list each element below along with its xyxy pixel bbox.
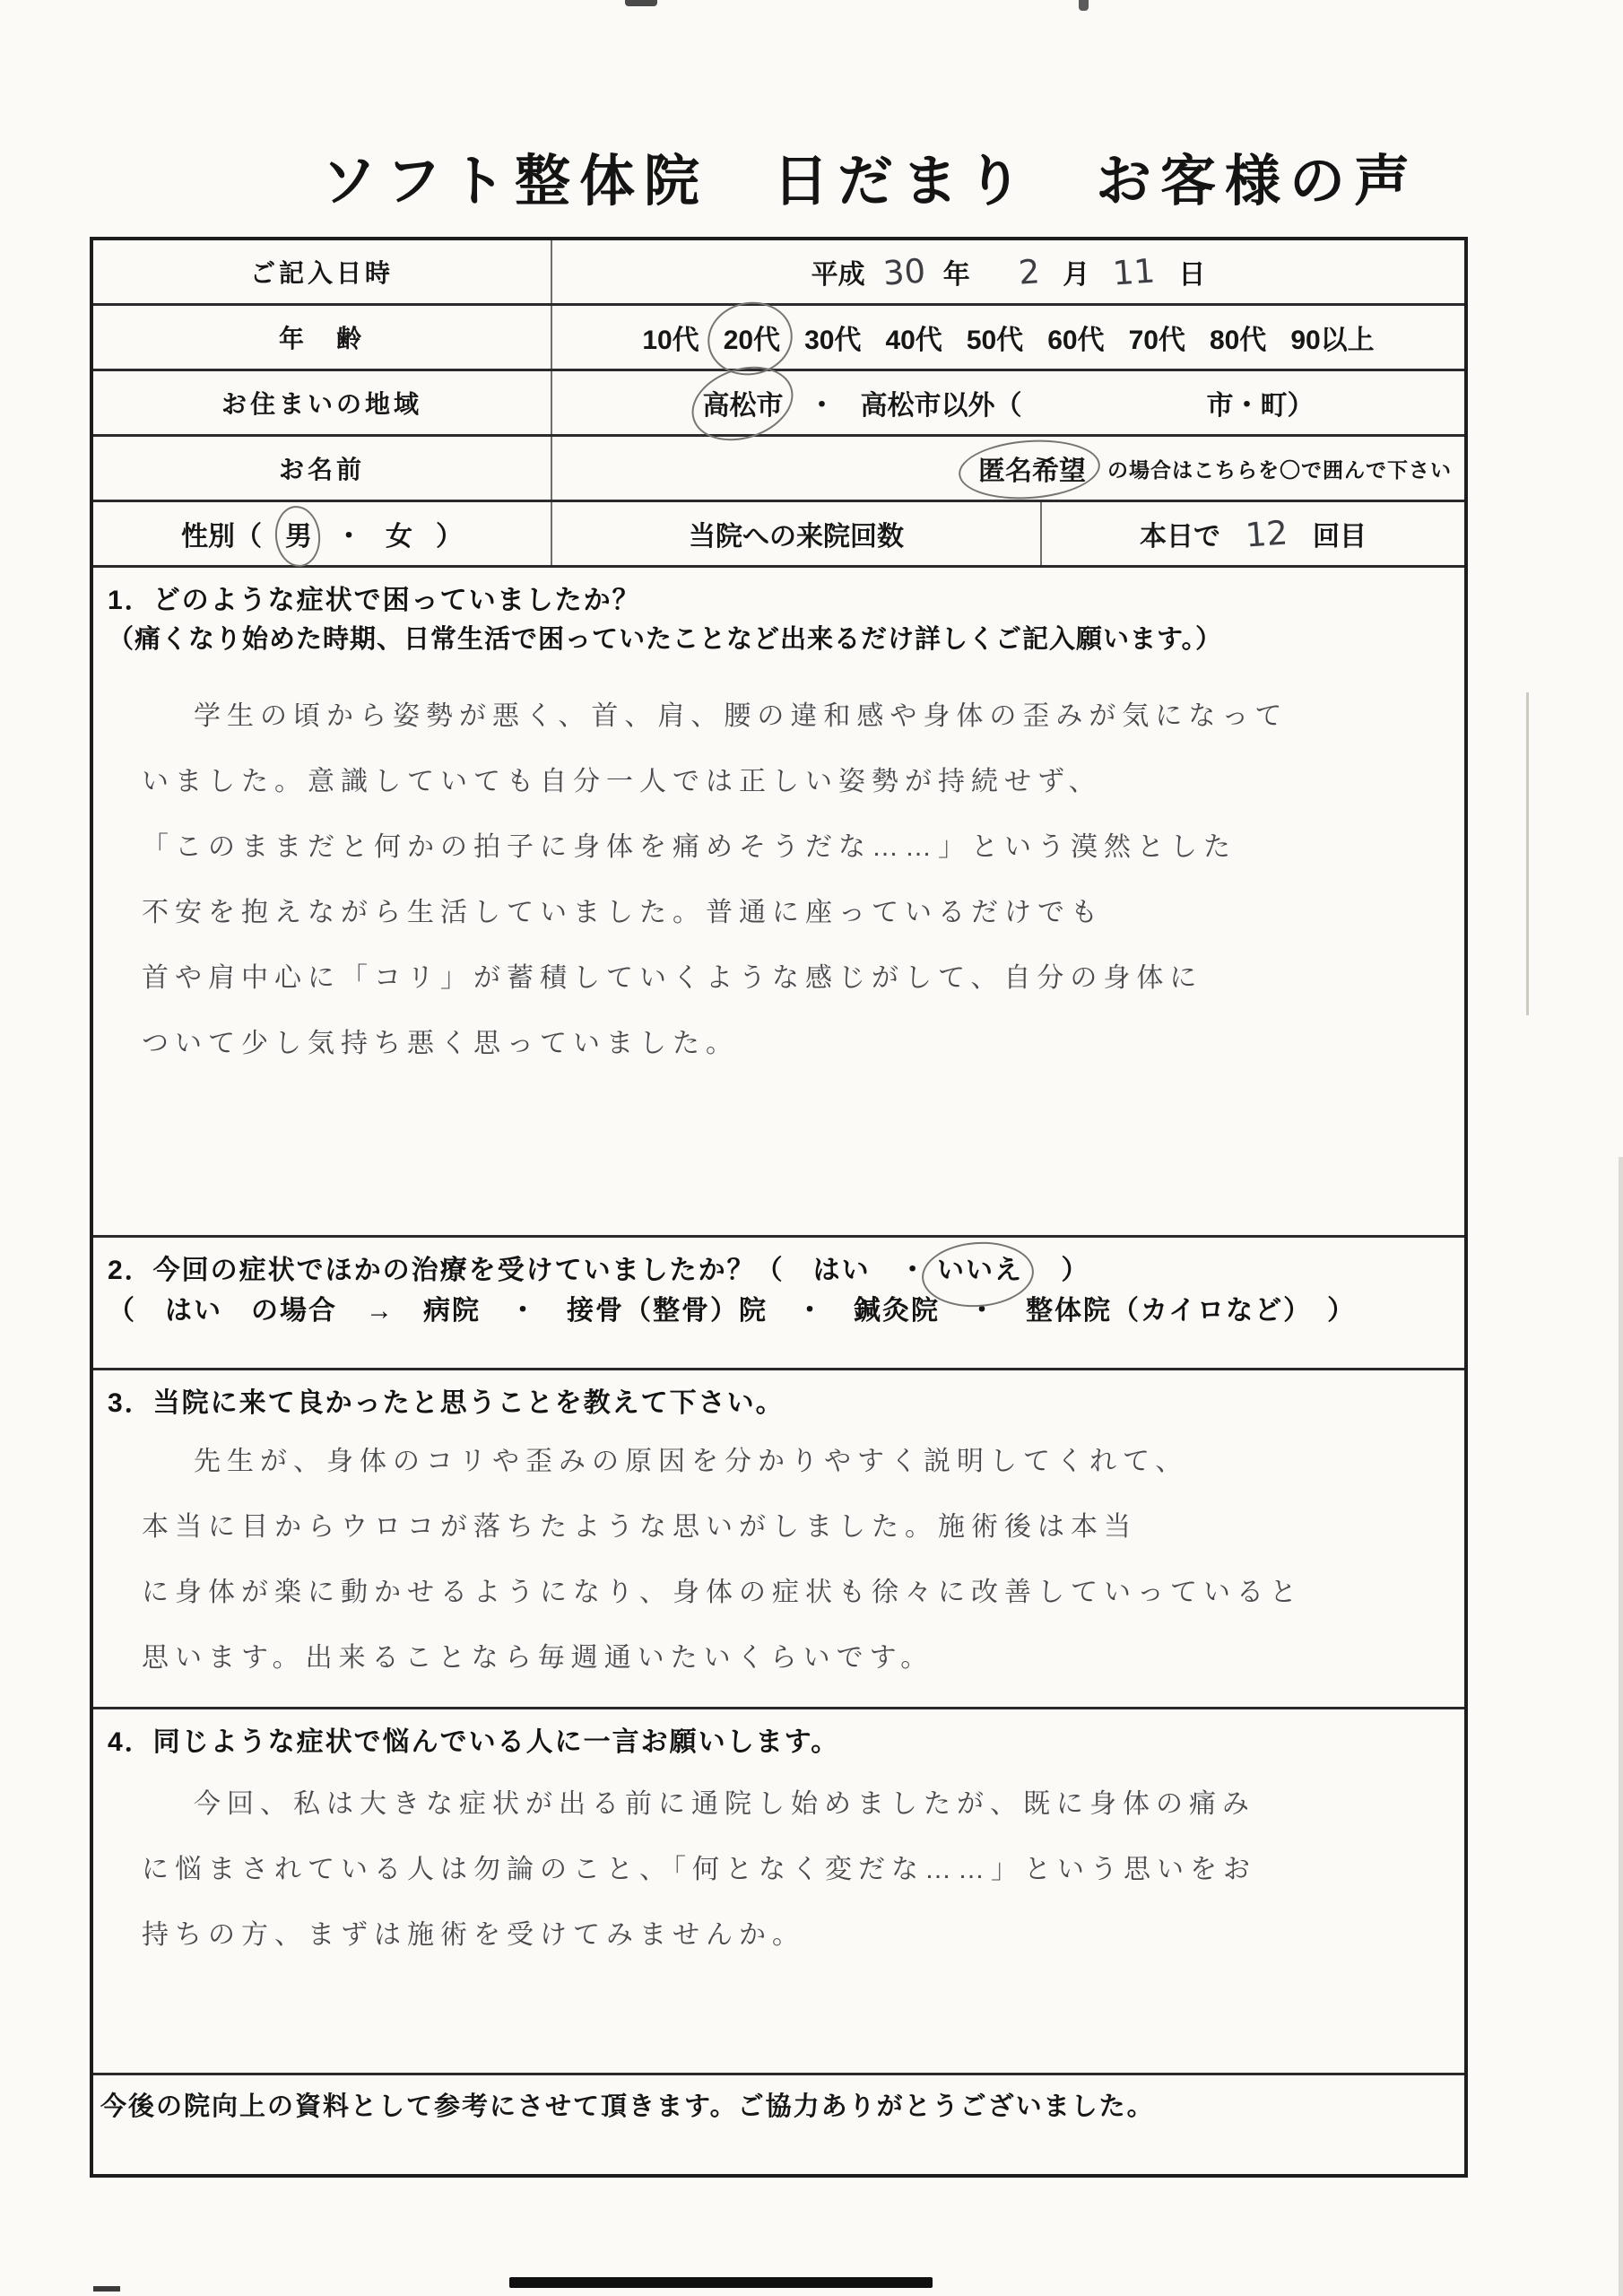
year-unit: 年	[942, 260, 970, 290]
visits-label-text: 当院への来院回数	[689, 522, 904, 552]
question-1-answer	[108, 683, 1450, 1076]
year-handwritten: 30	[881, 250, 927, 293]
handwritten-line: 「このままだと何かの拍子に身体を痛めそうだな……」という漠然とした	[142, 831, 1237, 862]
question-1-section	[93, 568, 1464, 1238]
visits-label	[552, 502, 1042, 565]
name-label: お名前	[93, 437, 552, 500]
anonymous-note: の場合はこちらを〇で囲んで下さい	[1107, 457, 1452, 482]
question-1-title: 1．どのような症状で困っていましたか？	[108, 586, 641, 615]
handwritten-line: 首や肩中心に「コリ」が蓄積していくような感じがして、自分の身体に	[142, 962, 1203, 993]
scan-artifact	[1079, 0, 1089, 11]
scan-artifact	[509, 2277, 933, 2288]
age-option-50s: 50代	[966, 326, 1024, 355]
question-2-options: （ はい の場合 → 病院 ・ 接骨（整骨）院 ・ 鍼灸院 ・ 整体院（カイロなど） ）	[108, 1296, 1357, 1326]
month-unit: 月	[1063, 260, 1090, 290]
scan-artifact	[93, 2286, 120, 2292]
name-value	[552, 437, 1464, 500]
age-label: 年 齢	[93, 306, 552, 369]
gender-option-male-circled: 男	[285, 514, 312, 553]
region-options	[552, 371, 1464, 434]
gender-suffix: ）	[436, 522, 463, 552]
question-4-title: 4．同じような症状で悩んでいる人に一言お願いします。	[108, 1727, 840, 1757]
day-handwritten: 11	[1111, 250, 1157, 293]
region-label: お住まいの地域	[93, 371, 552, 434]
handwritten-line: 持ちの方、まずは施術を受けてみませんか。	[142, 1920, 805, 1950]
day-unit: 日	[1178, 260, 1206, 290]
region-option-other-suffix: 市・町）	[1206, 391, 1315, 421]
gender-option-female: 女	[386, 522, 412, 552]
visits-prefix: 本日で	[1139, 522, 1220, 552]
question-4-section	[93, 1709, 1464, 2075]
handwritten-line: ついて少し気持ち悪く思っていました。	[142, 1028, 739, 1058]
question-1-subtitle: （痛くなり始めた時期、日常生活で困っていたことなど出来るだけ詳しくご記入願います。）	[108, 625, 1223, 654]
gender-visits-row	[93, 502, 1464, 568]
question-3-section	[93, 1370, 1464, 1709]
age-option-30s: 30代	[804, 326, 862, 355]
age-option-20s-circled: 20代	[724, 317, 780, 357]
age-option-10s: 10代	[642, 326, 699, 355]
question-3-answer	[108, 1429, 1450, 1691]
date-row	[93, 240, 1464, 306]
name-row	[93, 437, 1464, 502]
gender-dot: ・	[335, 522, 362, 552]
gender-field	[93, 502, 552, 565]
handwritten-line: に身体が楽に動かせるようになり、身体の症状も徐々に改善していっていると	[142, 1578, 1303, 1607]
handwritten-line: 今回、私は大きな症状が出る前に通院し始めましたが、既に身体の痛み	[194, 1789, 1255, 1819]
region-row	[93, 371, 1464, 437]
date-value	[552, 240, 1464, 303]
footer-note: 今後の院向上の資料として参考にさせて頂きます。ご協力ありがとうございました。	[100, 2092, 1155, 2121]
handwritten-line: 思います。出来ることなら毎週通いたいくらいです。	[142, 1643, 934, 1673]
handwritten-line: 不安を抱えながら生活していました。普通に座っているだけでも	[142, 897, 1104, 927]
handwritten-line: 本当に目からウロコが落ちたような思いがしました。施術後は本当	[142, 1512, 1137, 1542]
age-option-90plus: 90以上	[1290, 326, 1375, 355]
handwritten-line: に悩まされている人は勿論のこと、「何となく変だな……」という思いをお	[142, 1855, 1256, 1884]
question-4-answer	[108, 1771, 1450, 1968]
question-2-section	[93, 1238, 1464, 1370]
question-3-title: 3．当院に来て良かったと思うことを教えて下さい。	[108, 1388, 785, 1418]
answer-no-circled: いいえ	[937, 1250, 1023, 1291]
age-option-70s: 70代	[1128, 326, 1185, 355]
era-label: 平成	[811, 260, 865, 290]
feedback-form-table	[90, 237, 1468, 2178]
gender-prefix: 性別（	[181, 522, 262, 552]
page-title: ソフト整体院 日だまり お客様の声	[320, 151, 1419, 213]
visits-count	[1042, 502, 1464, 565]
question-2-title-suffix: ）	[1032, 1256, 1090, 1285]
scan-artifact	[1619, 1157, 1623, 2296]
age-option-80s: 80代	[1209, 326, 1267, 355]
age-row	[93, 306, 1464, 371]
month-handwritten: 2	[1017, 251, 1041, 292]
date-label: ご記入日時	[93, 240, 552, 303]
region-option-takamatsu-circled: 高松市	[703, 383, 784, 422]
scan-artifact	[1526, 692, 1529, 1015]
footer-section	[93, 2075, 1464, 2198]
visits-count-handwritten: 12	[1244, 512, 1289, 555]
visits-suffix: 回目	[1313, 522, 1367, 552]
scan-artifact	[625, 0, 657, 6]
question-2-title	[108, 1250, 1450, 1291]
region-dot: ・	[808, 391, 836, 421]
age-options	[552, 306, 1464, 369]
anonymous-option-circled: 匿名希望	[978, 448, 1086, 488]
handwritten-line: いました。意識していても自分一人では正しい姿勢が持続せず、	[142, 766, 1102, 796]
handwritten-line: 先生が、身体のコリや歪みの原因を分かりやすく説明してくれて、	[194, 1447, 1189, 1476]
age-option-40s: 40代	[885, 326, 942, 355]
handwritten-line: 学生の頃から姿勢が悪く、首、肩、腰の違和感や身体の歪みが気になって	[194, 700, 1289, 731]
region-option-other-prefix: 高松市以外（	[860, 391, 1022, 421]
question-2-title-prefix: 2．今回の症状でほかの治療を受けていましたか？（ はい ・	[108, 1256, 928, 1285]
age-option-60s: 60代	[1047, 326, 1105, 355]
